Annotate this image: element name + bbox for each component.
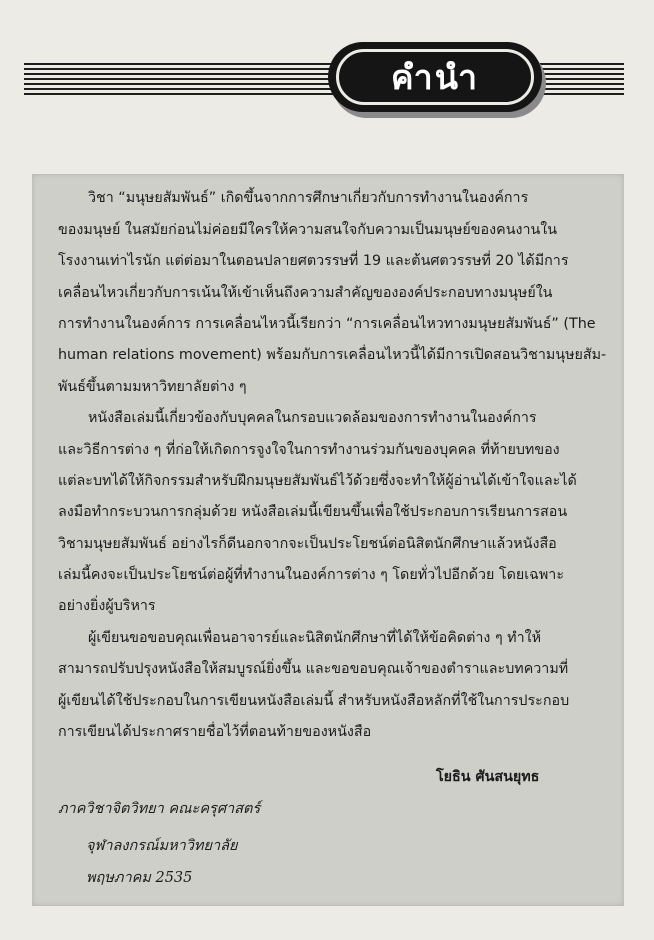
para2-line: วิชามนุษยสัมพันธ์ อย่างไรก็ดีนอกจากจะเป็นประโยชน์ต่อนิสิตนักศึกษาแล้วหนังสือ [58,536,557,552]
footer-university: จุฬาลงกรณ์มหาวิทยาลัย [86,838,238,854]
footer-date: พฤษภาคม 2535 [86,870,193,886]
title-badge-frame [336,49,534,105]
page-title: คำนำ [390,58,480,98]
para3-line: ผู้เขียนได้ใช้ประกอบในการเขียนหนังสือเล่มนี้ สำหรับหนังสือหลักที่ใช้ในการประกอบ [58,693,570,709]
para1-line: human relations movement) พร้อมกับการเคลื่อนไหวนี้ได้มีการเปิดสอนวิชามนุษยสัม- [58,347,607,363]
para1-line: วิชา “มนุษยสัมพันธ์” เกิดขึ้นจากการศึกษาเกี่ยวกับการทำงานในองค์การ [88,190,529,206]
footer-department: ภาควิชาจิตวิทยา คณะครุศาสตร์ [58,801,261,817]
para1-line: โรงงานเท่าไรนัก แต่ต่อมาในตอนปลายศตวรรษที่ 19 และต้นศตวรรษที่ 20 ได้มีการ [58,253,569,269]
para2-line: หนังสือเล่มนี้เกี่ยวข้องกับบุคคลในกรอบแวดล้อมของการทำงานในองค์การ [88,410,537,426]
author-signature: โยธิน ศันสนยุทธ [436,769,540,785]
para2-line: และวิธีการต่าง ๆ ที่ก่อให้เกิดการจูงใจในการทำงานร่วมกันของบุคคล ที่ท้ายบทของ [58,442,560,458]
para3-line: การเขียนได้ประกาศรายชื่อไว้ที่ตอนท้ายของหนังสือ [58,724,372,740]
para2-line: ลงมือทำกระบวนการกลุ่มด้วย หนังสือเล่มนี้เขียนขึ้นเพื่อใช้ประกอบการเรียนการสอน [58,504,568,520]
para3-line: ผู้เขียนขอขอบคุณเพื่อนอาจารย์และนิสิตนักศึกษาที่ได้ให้ข้อคิดต่าง ๆ ทำให้ [88,630,542,646]
para2-line: แต่ละบทได้ให้กิจกรรมสำหรับฝึกมนุษยสัมพันธ์ไว้ด้วยซึ่งจะทำให้ผู้อ่านได้เข้าใจและได้ [58,473,577,489]
title-badge [328,42,542,112]
para2-line: อย่างยิ่งผู้บริหาร [58,598,156,614]
para2-line: เล่มนี้คงจะเป็นประโยชน์ต่อผู้ที่ทำงานในองค์การต่าง ๆ โดยทั่วไปอีกด้วย โดยเฉพาะ [58,567,564,583]
para1-line: การทำงานในองค์การ การเคลื่อนไหวนี้เรียกว่า “การเคลื่อนไหวทางมนุษยสัมพันธ์” (The [58,316,596,332]
para1-line: ของมนุษย์ ในสมัยก่อนไม่ค่อยมีใครให้ความสนใจกับความเป็นมนุษย์ของคนงานใน [58,222,558,238]
para1-line: พันธ์ขึ้นตามมหาวิทยาลัยต่าง ๆ [58,379,247,395]
para3-line: สามารถปรับปรุงหนังสือให้สมบูรณ์ยิ่งขึ้น และขอขอบคุณเจ้าของตำราและบทความที่ [58,661,569,677]
para1-line: เคลื่อนไหวเกี่ยวกับการเน้นให้เข้าเห็นถึงความสำคัญขององค์ประกอบทางมนุษย์ใน [58,285,553,301]
